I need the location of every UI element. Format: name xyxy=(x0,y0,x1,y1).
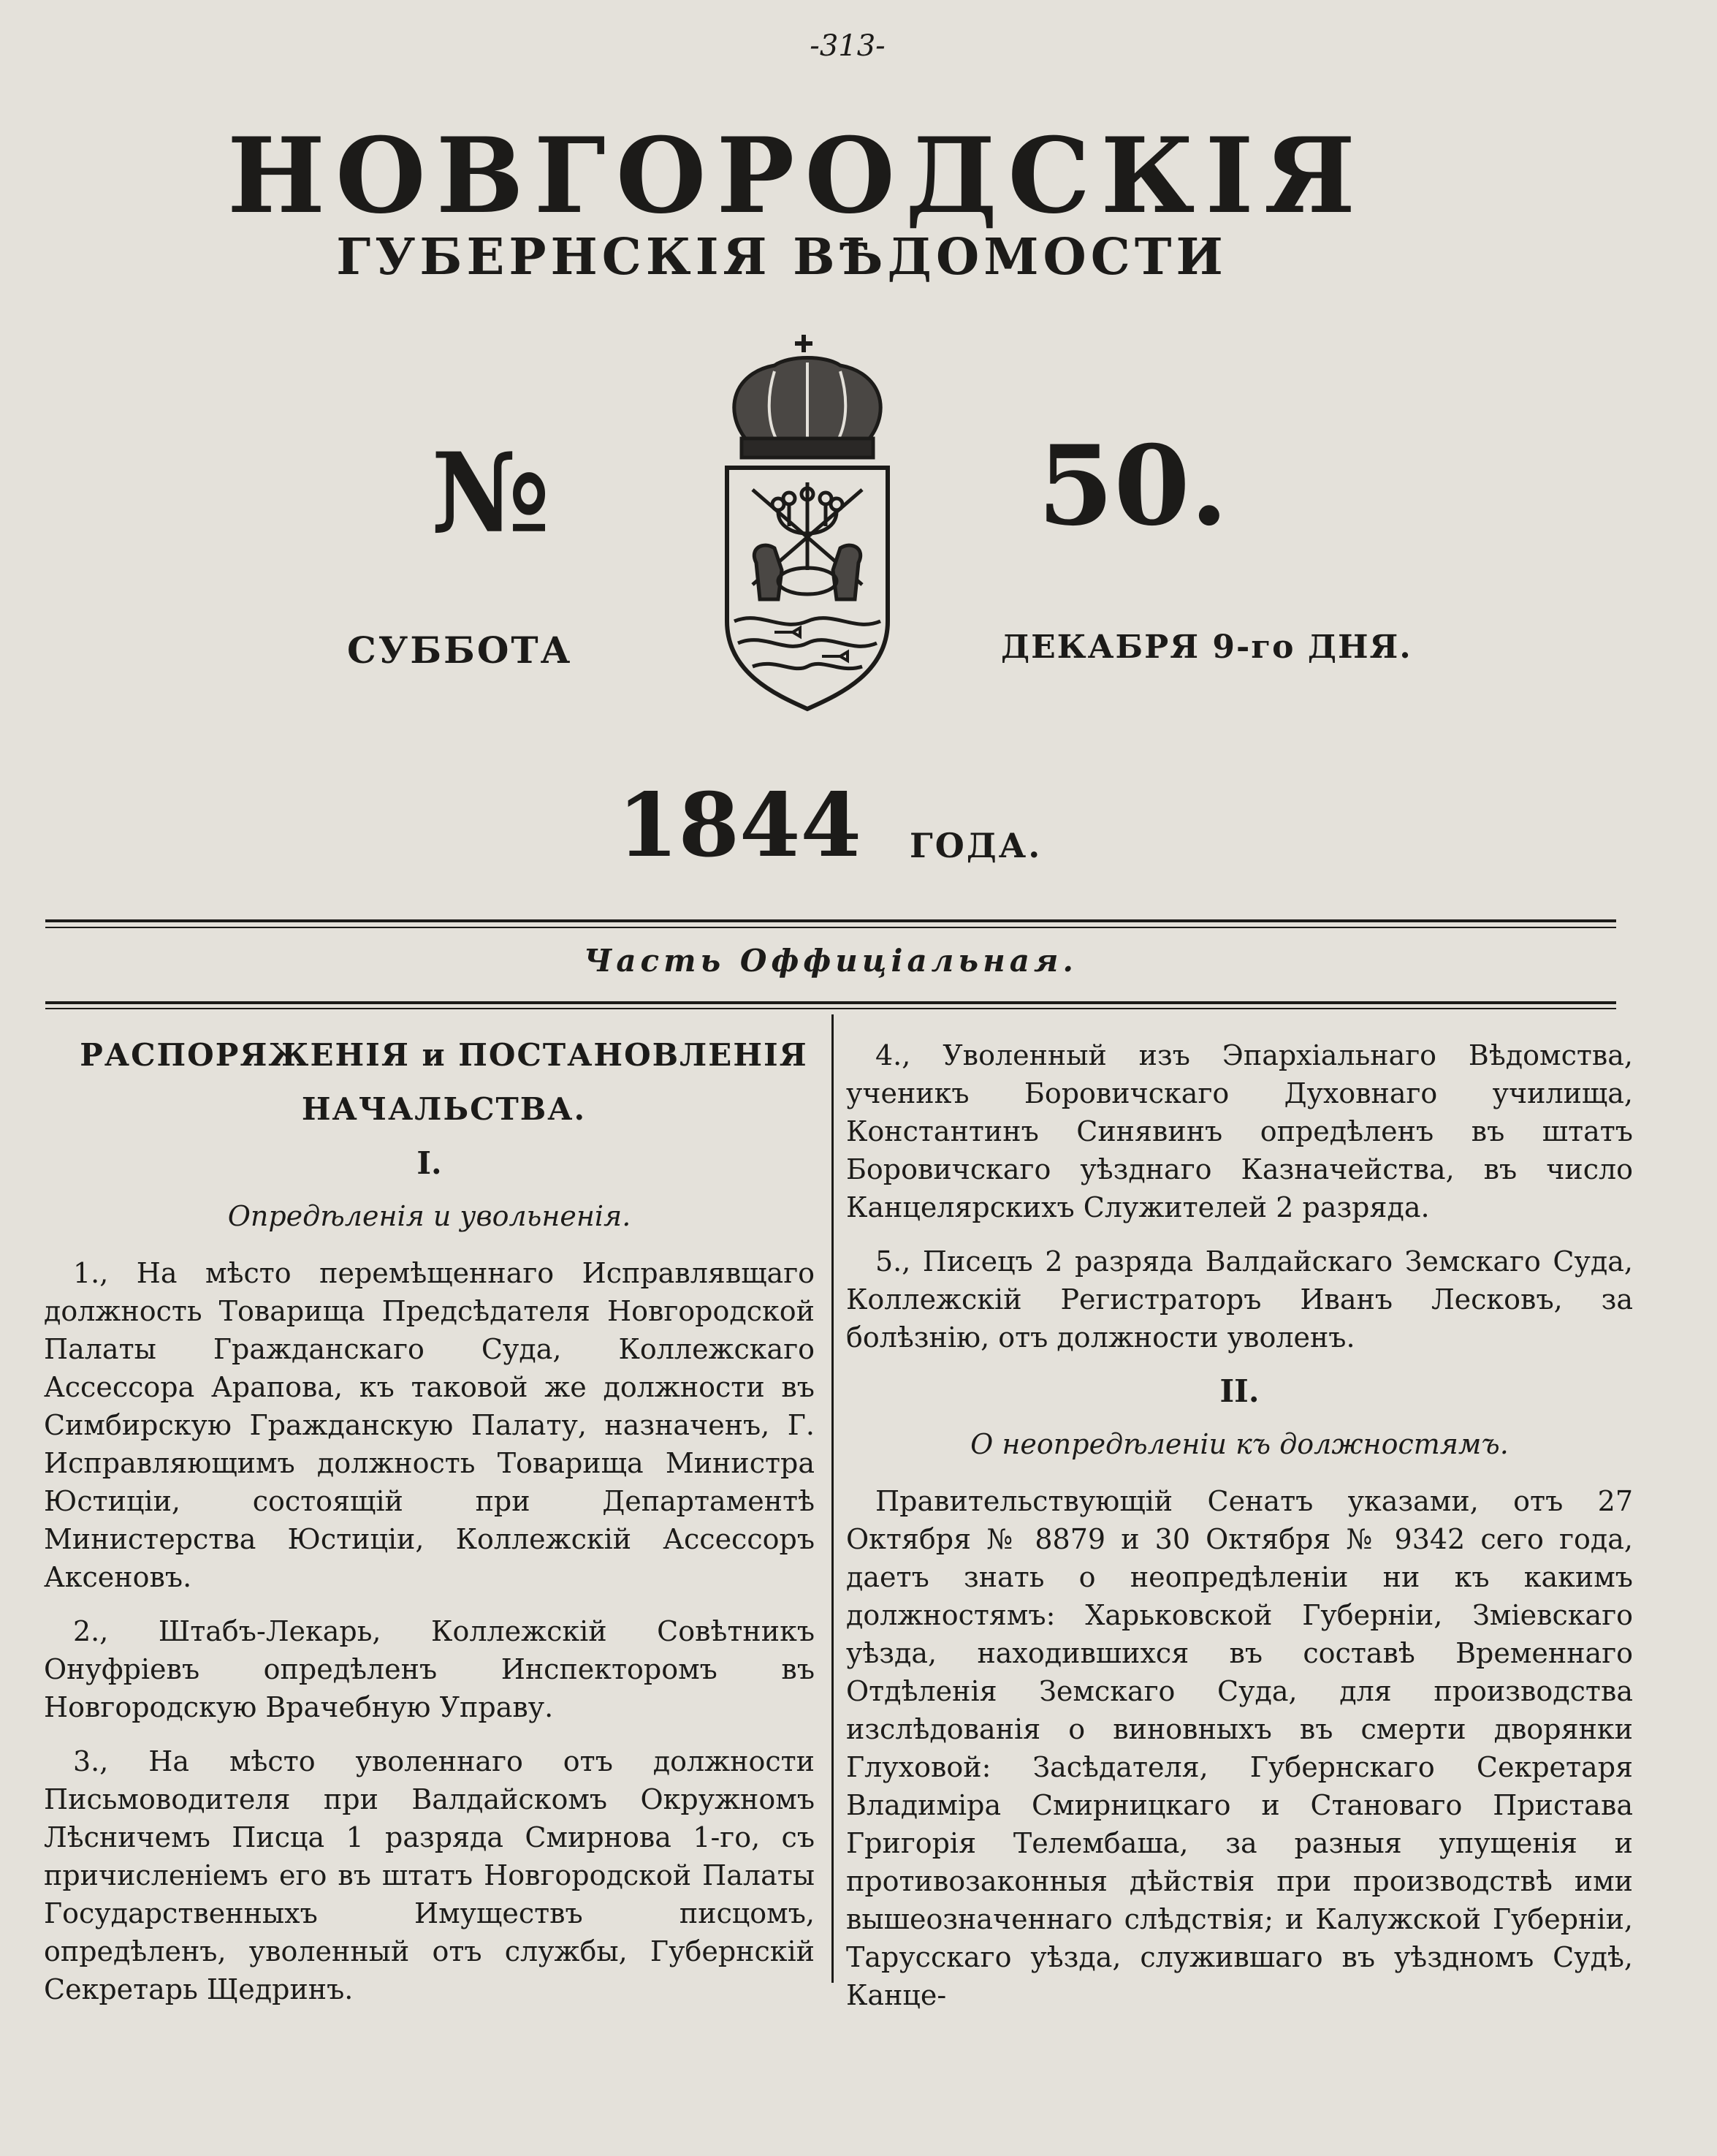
section-rule-thick xyxy=(45,1001,1616,1004)
section-heading: РАСПОРЯЖЕНІЯ и ПОСТАНОВЛЕНІЯ xyxy=(80,1037,808,1073)
issue-year-suffix: ГОДА. xyxy=(910,826,1043,865)
paragraph: 3., На мѣсто уволеннаго отъ должности Письмоводителя при Валдайскомъ Окружномъ Лѣсничемъ Писца 1 разряда Смирнова 1-го, съ причисленіемъ его въ штатъ Новгородской Палаты Государственныхъ Имуществъ писцомъ, опредѣленъ, уволенный отъ службы, Губернскій Секретарь Щедринъ. xyxy=(44,1745,815,2005)
paragraph: 2., Штабъ-Лекарь, Коллежскій Совѣтникъ Онуфріевъ опредѣленъ Инспекторомъ въ Новгородскую Врачебную Управу. xyxy=(44,1615,815,1723)
right-column xyxy=(846,1036,1633,2030)
header-rule-thick xyxy=(45,919,1616,922)
weekday: СУББОТА xyxy=(347,629,573,672)
section-rule-thin xyxy=(45,1008,1616,1009)
section-subtitle: О неопредѣленіи къ должностямъ. xyxy=(970,1428,1509,1460)
page-number: -313- xyxy=(810,29,886,63)
coat-of-arms-emblem xyxy=(694,329,921,716)
section-number: I. xyxy=(416,1145,442,1181)
paragraph: 5., Писецъ 2 разряда Валдайскаго Земскаго Суда, Коллежскій Регистраторъ Иванъ Лесковъ, за болѣзнію, отъ должности уволенъ. xyxy=(846,1245,1633,1354)
section-subtitle: Опредѣленія и увольненія. xyxy=(227,1200,631,1232)
section-number: II. xyxy=(1219,1373,1260,1409)
issue-date: ДЕКАБРЯ 9-го ДНЯ. xyxy=(1001,629,1412,666)
masthead-title: НОВГОРОДСКІЯ xyxy=(226,115,1366,237)
section-heading-continued: НАЧАЛЬСТВА. xyxy=(301,1091,587,1127)
column-divider xyxy=(831,1014,834,1983)
masthead-subtitle: ГУБЕРНСКІЯ ВѢДОМОСТИ xyxy=(336,228,1227,286)
issue-number: 50. xyxy=(1038,422,1228,550)
paragraph: Правительствующій Сенатъ указами, отъ 27 Октября № 8879 и 30 Октября № 9342 сего года, даетъ знать о неопредѣленіи ни къ какимъ должностямъ: Харьковской Губерніи, Зміевскаго уѣзда, находившихся въ составѣ Временнаго Отдѣленія Земскаго Суда, для производства изслѣдованія о виновныхъ въ смерти дворянки Глуховой: Засѣдателя, Губернскаго Секретаря Владиміра Смирницкаго и Становаго Пристава Григорія Телембаша, за разныя упущенія и противозаконныя дѣйствія при производствѣ ими вышеозначеннаго слѣдствія; и Калужской Губерніи, Тарусскаго уѣзда, служившаго въ уѣздномъ Судѣ, Канце- xyxy=(846,1485,1633,2011)
part-title: Часть Оффиціальная. xyxy=(583,943,1078,979)
paragraph: 1., На мѣсто перемѣщеннаго Исправлявщаго должность Товарища Предсѣдателя Новгородской Палаты Гражданскаго Суда, Коллежскаго Ассессора Арапова, къ таковой же должности въ Симбирскую Гражданскую Палату, назначенъ, Г. Исправляющимъ должность Товарища Министра Юстиціи, состоящій при Департаментѣ Министерства Юстиціи, Коллежскій Ассессоръ Аксеновъ. xyxy=(44,1257,815,1593)
left-column xyxy=(44,1036,815,2024)
header-rule-thin xyxy=(45,927,1616,928)
issue-year: 1844 xyxy=(617,774,861,877)
paragraph: 4., Уволенный изъ Эпархіальнаго Вѣдомства, ученикъ Боровичскаго Духовнаго училища, Константинъ Синявинъ опредѣленъ въ штатъ Боровичскаго уѣзднаго Казначейства, въ число Канцелярскихъ Служителей 2 разряда. xyxy=(846,1039,1633,1223)
issue-number-sign: № xyxy=(431,429,551,558)
